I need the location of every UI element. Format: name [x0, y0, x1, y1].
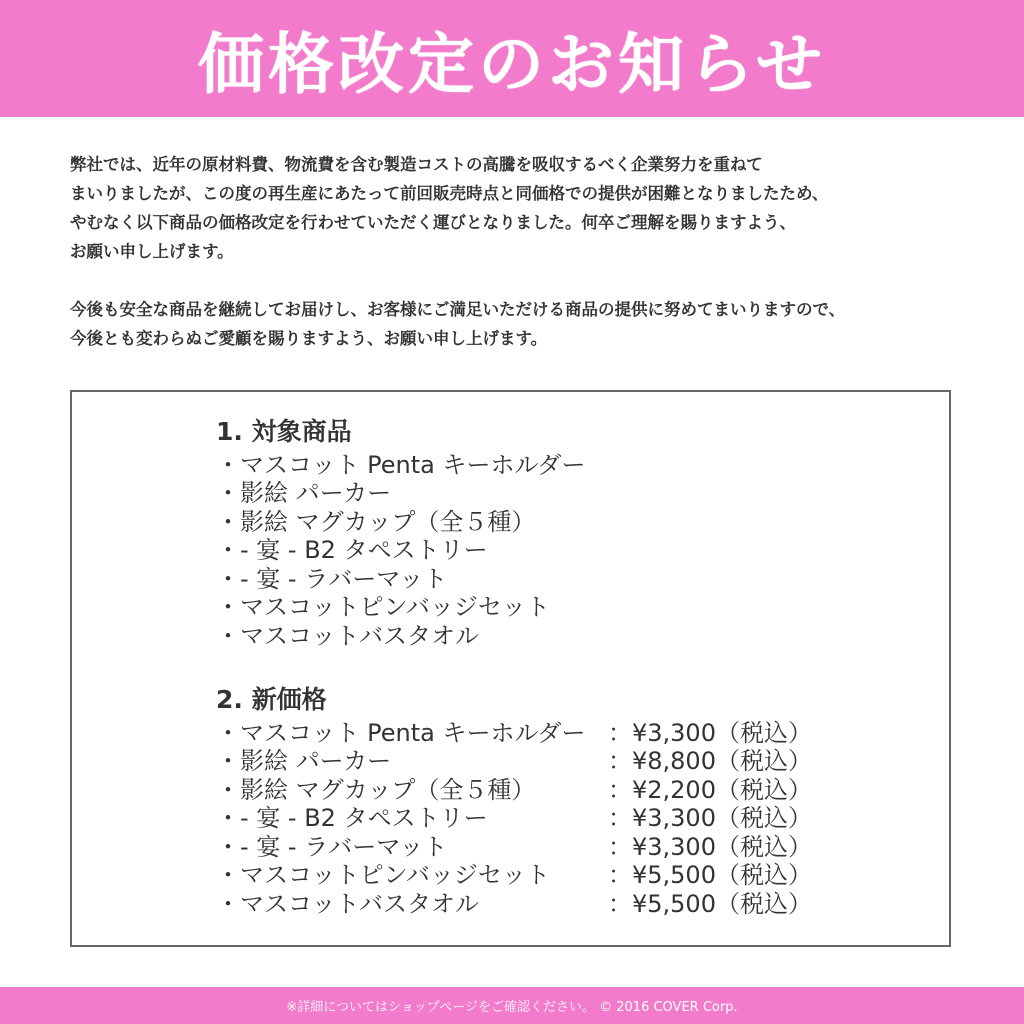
page-title: 価格改定のお知らせ — [197, 26, 827, 103]
product-list-item: ・影絵 マグカップ（全５種） — [216, 507, 536, 536]
price-row-price: ：¥8,800（税込） — [608, 747, 812, 775]
new-price-section — [216, 686, 812, 918]
price-row — [216, 804, 812, 833]
intro-line: 今後も安全な商品を継続してお届けし、お客様にご満足いただける商品の提供に努めてまいりますので、 — [70, 300, 846, 319]
price-row-price: ：¥3,300（税込） — [608, 718, 812, 747]
footer-banner — [0, 987, 1024, 1024]
intro-line: やむなく以下商品の価格改定を行わせていただく運びとなりました。何卒ご理解を賜りますよう、 — [70, 213, 796, 232]
price-row-name: ・マスコットバスタオル — [216, 889, 480, 918]
intro-line: 弊社では、近年の原材料費、物流費を含む製造コストの高騰を吸収するべく企業努力を重ねて — [70, 155, 763, 174]
target-products-section — [216, 418, 586, 650]
intro-paragraph-2 — [70, 295, 970, 353]
price-row-price: ：¥3,300（税込） — [608, 832, 812, 861]
price-row-name: ・影絵 マグカップ（全５種） — [216, 775, 536, 804]
section-title: 2. 新価格 — [216, 685, 327, 714]
product-list-item: ・- 宴 - B2 タペストリー — [216, 536, 488, 564]
product-info-box — [70, 390, 951, 947]
price-row-name: ・マスコットピンバッジセット — [216, 861, 550, 889]
product-list-item: ・マスコットバスタオル — [216, 621, 480, 650]
intro-line: お願い申し上げます。 — [70, 242, 234, 261]
section-title: 1. 対象商品 — [216, 417, 352, 446]
intro-paragraph-1 — [70, 150, 970, 266]
price-row-price: ：¥5,500（税込） — [608, 861, 812, 889]
price-row — [216, 776, 812, 805]
price-row — [216, 719, 812, 748]
footer-note: ※詳細についてはショップページをご確認ください。 © 2016 COVER Corp. — [286, 1000, 738, 1015]
product-list-item: ・マスコット Penta キーホルダー — [216, 450, 586, 479]
product-list-item: ・影絵 パーカー — [216, 479, 392, 507]
product-list-item: ・- 宴 - ラバーマット — [216, 564, 448, 593]
intro-line: まいりましたが、この度の再生産にあたって前回販売時点と同価格での提供が困難となりましたため、 — [70, 184, 829, 203]
intro-text — [70, 150, 970, 353]
price-row — [216, 890, 812, 919]
price-row-price: ：¥5,500（税込） — [608, 889, 812, 918]
price-row-name: ・マスコット Penta キーホルダー — [216, 718, 586, 747]
price-row-name: ・- 宴 - B2 タペストリー — [216, 804, 488, 832]
price-row — [216, 747, 812, 776]
price-row-name: ・影絵 パーカー — [216, 747, 392, 775]
header-banner — [0, 0, 1024, 117]
intro-line: 今後とも変わらぬご愛顧を賜りますよう、お願い申し上げます。 — [70, 329, 548, 348]
price-row-name: ・- 宴 - ラバーマット — [216, 832, 448, 861]
price-row — [216, 861, 812, 890]
price-row — [216, 833, 812, 862]
price-row-price: ：¥3,300（税込） — [608, 804, 812, 832]
product-list-item: ・マスコットピンバッジセット — [216, 593, 550, 621]
price-row-price: ：¥2,200（税込） — [608, 775, 812, 804]
